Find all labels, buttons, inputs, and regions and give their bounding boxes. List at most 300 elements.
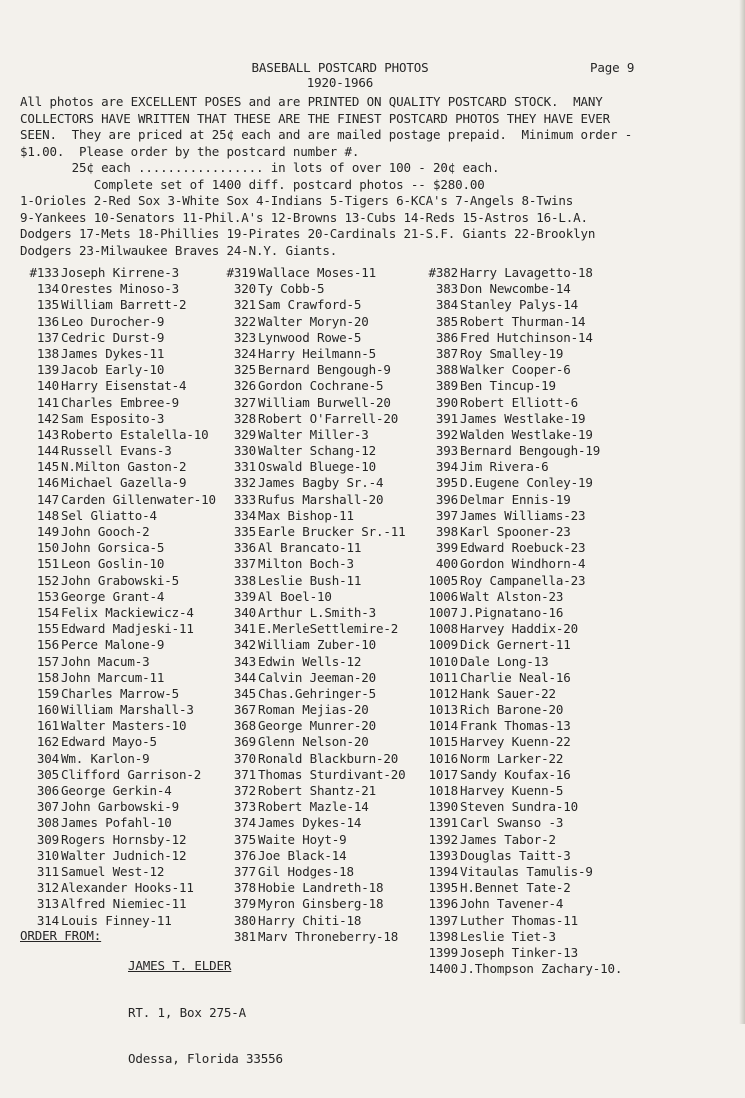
postcard-number: 333 [233,491,256,507]
player-name: William Marshall-3 [61,702,194,718]
list-item [20,718,220,734]
intro-line: COLLECTORS HAVE WRITTEN THAT THESE ARE THE FINEST POSTCARD PHOTOS THEY HAVE EVER [20,110,611,126]
player-name: Ben Tincup-19 [460,378,556,394]
postcard-number: 1009 [428,637,458,653]
postcard-number: 153 [36,588,59,604]
postcard-number: 381 [233,928,256,944]
postcard-number: 1400 [428,961,458,977]
player-name: Bernard Bengough-19 [460,443,601,459]
postcard-number: 400 [435,556,458,572]
postcard-number: 334 [233,507,256,523]
postcard-number: 304 [36,750,59,766]
list-item [217,556,427,572]
postcard-number: 393 [435,443,458,459]
postcard-number: 391 [435,410,458,426]
player-name: Sel Gliatto-4 [61,507,157,523]
player-name: Harry Lavagetto-18 [460,265,593,280]
player-name: Rufus Marshall-20 [258,491,384,507]
list-item [420,314,640,330]
postcard-number: 140 [36,378,59,394]
player-name: Robert Shantz-21 [258,783,377,798]
player-name: Hobie Landreth-18 [258,880,384,896]
list-item [217,281,427,297]
list-item [20,362,220,378]
list-item [20,734,220,750]
postcard-number: 370 [233,750,256,766]
player-name: Roy Campanella-23 [460,572,586,588]
player-name: George Gerkin-4 [61,783,172,798]
list-item [420,718,640,734]
player-name: Sandy Koufax-16 [460,766,571,782]
list-item [217,832,427,848]
list-item [20,589,220,605]
list-item [217,524,427,540]
postcard-number: 156 [36,637,59,653]
list-item [20,475,220,491]
postcard-number: 330 [233,443,256,459]
player-name: Michael Gazella-9 [61,475,187,491]
postcard-number: 1395 [428,880,458,896]
postcard-number: 378 [233,880,256,896]
postcard-number: 388 [435,362,458,378]
player-name: Gordon Cochrane-5 [258,378,384,394]
list-item [420,330,640,346]
player-name: Steven Sundra-10 [460,799,579,815]
player-name: Hank Sauer-22 [460,685,556,701]
postcard-number: 328 [233,410,256,426]
list-item [20,330,220,346]
player-name: Walker Cooper-6 [460,362,571,378]
player-name: Edwin Wells-12 [258,653,362,669]
list-item [420,378,640,394]
postcard-number: 374 [233,815,256,831]
player-name: Walter Moryn-20 [258,313,369,329]
postcard-number: 139 [36,362,59,378]
list-item [217,686,427,702]
postcard-number: 369 [233,734,256,750]
list-item [217,508,427,524]
player-name: Milton Boch-3 [258,556,354,572]
player-name: Edward Roebuck-23 [460,540,586,556]
postcard-number: 386 [435,329,458,345]
postcard-number: 1394 [428,863,458,879]
list-item [420,945,640,961]
order-address [128,928,283,1098]
postcard-number: 147 [36,491,59,507]
player-name: Rogers Hornsby-12 [61,831,187,847]
list-item [20,573,220,589]
player-name: William Burwell-20 [258,394,391,410]
list-item [217,751,427,767]
postcard-number: 148 [36,507,59,523]
postcard-number: 395 [435,475,458,491]
list-item [20,880,220,896]
player-name: Carl Swanso -3 [460,815,564,831]
postcard-number: 141 [36,394,59,410]
player-name: John Grabowski-5 [61,572,180,588]
postcard-number: 138 [36,345,59,361]
player-name: Leon Goslin-10 [61,556,165,572]
list-item [217,637,427,653]
postcard-number: 137 [36,329,59,345]
list-item [420,265,640,281]
player-name: Frank Thomas-13 [460,718,571,734]
player-name: Robert O'Farrell-20 [258,410,399,426]
player-name: Sam Crawford-5 [258,297,362,313]
player-name: Charles Embree-9 [61,394,180,410]
page-title: BASEBALL POSTCARD PHOTOS [251,60,429,75]
postcard-number: 392 [435,426,458,442]
player-name: William Barrett-2 [61,297,187,313]
postcard-number: 367 [233,702,256,718]
list-item [217,427,427,443]
player-name: James Dykes-11 [61,345,165,361]
postcard-number: 385 [435,313,458,329]
list-item [217,896,427,912]
player-name: Joseph Kirrene-3 [61,265,180,280]
player-name: Alfred Niemiec-11 [61,896,187,912]
list-item [420,734,640,750]
postcard-number: 1011 [428,669,458,685]
list-item [420,799,640,815]
postcard-number: 1015 [428,734,458,750]
player-name: Jim Rivera-6 [460,459,549,475]
list-item [20,767,220,783]
list-item [217,783,427,799]
list-item [217,799,427,815]
postcard-number: 331 [233,459,256,475]
list-item [20,621,220,637]
postcard-number: 325 [233,362,256,378]
postcard-number: 159 [36,685,59,701]
list-item [217,378,427,394]
page-binding-edge [739,0,745,1024]
postcard-number: 321 [233,297,256,313]
list-item [420,524,640,540]
list-item [217,492,427,508]
postcard-number: 1398 [428,928,458,944]
list-item [420,880,640,896]
player-name: Oswald Bluege-10 [258,459,377,475]
list-item [420,751,640,767]
list-item [420,443,640,459]
player-name: Thomas Sturdivant-20 [258,766,406,782]
player-column-3 [420,265,640,977]
postcard-number: 308 [36,815,59,831]
postcard-number: 142 [36,410,59,426]
postcard-number: #133 [29,265,59,280]
postcard-number: 396 [435,491,458,507]
postcard-number: 307 [36,799,59,815]
postcard-number: 323 [233,329,256,345]
player-name: J.Thompson Zachary-10. [460,961,623,977]
postcard-number: 372 [233,783,256,798]
list-item [20,524,220,540]
list-item [420,427,640,443]
postcard-number: 1397 [428,912,458,928]
postcard-number: 144 [36,443,59,459]
postcard-number: 143 [36,426,59,442]
postcard-number: 1005 [428,572,458,588]
list-item [20,670,220,686]
postcard-number: 336 [233,540,256,556]
postcard-number: 1018 [428,783,458,798]
list-item [420,702,640,718]
player-name: Roberto Estalella-10 [61,426,209,442]
player-name: Earle Brucker Sr.-11 [258,524,406,539]
intro-line: 9-Yankees 10-Senators 11-Phil.A's 12-Browns 13-Cubs 14-Reds 15-Astros 16-L.A. [20,209,588,225]
intro-text [20,94,680,259]
list-item [217,815,427,831]
intro-line: $1.00. Please order by the postcard number #. [20,143,360,159]
player-name: Charlie Neal-16 [460,669,571,685]
player-name: Karl Spooner-23 [460,524,571,539]
list-item [217,654,427,670]
postcard-number: 398 [435,524,458,539]
postcard-number: 329 [233,426,256,442]
postcard-number: 145 [36,459,59,475]
player-name: Calvin Jeeman-20 [258,669,377,685]
postcard-number: 1008 [428,621,458,637]
postcard-number: 332 [233,475,256,491]
postcard-number: 368 [233,718,256,734]
player-name: James Westlake-19 [460,410,586,426]
list-item [20,346,220,362]
list-item [217,297,427,313]
list-item [20,913,220,929]
intro-line: 1-Orioles 2-Red Sox 3-White Sox 4-Indians 5-Tigers 6-KCA's 7-Angels 8-Twins [20,193,574,208]
order-address-line-2: Odessa, Florida 33556 [128,1051,283,1066]
player-name: Stanley Palys-14 [460,297,579,313]
list-item [217,670,427,686]
player-name: Glenn Nelson-20 [258,734,369,750]
list-item [420,767,640,783]
player-name: Dale Long-13 [460,653,549,669]
list-item [20,702,220,718]
postcard-number: 146 [36,475,59,491]
list-item [20,378,220,394]
postcard-number: 162 [36,734,59,750]
list-item [20,637,220,653]
list-item [420,395,640,411]
player-name: Myron Ginsberg-18 [258,896,384,912]
player-name: Harvey Kuenn-22 [460,734,571,750]
postcard-number: #319 [226,265,256,280]
list-item [420,961,640,977]
postcard-number: 306 [36,783,59,798]
player-name: Ty Cobb-5 [258,281,325,297]
postcard-number: 1017 [428,766,458,782]
player-name: H.Bennet Tate-2 [460,880,571,896]
postcard-number: 394 [435,459,458,475]
list-item [217,346,427,362]
list-item [420,556,640,572]
player-name: Joe Black-14 [258,847,347,863]
player-name: James Williams-23 [460,507,586,523]
list-item [217,330,427,346]
postcard-number: 310 [36,847,59,863]
postcard-number: 380 [233,912,256,928]
player-name: John Gorsica-5 [61,540,165,556]
player-name: Don Newcombe-14 [460,281,571,297]
player-name: Roman Mejias-20 [258,702,369,718]
player-name: Leslie Tiet-3 [460,928,556,944]
player-name: Orestes Minoso-3 [61,281,180,297]
player-name: Walden Westlake-19 [460,426,593,442]
postcard-number: 339 [233,588,256,604]
postcard-number: 340 [233,604,256,620]
postcard-number: 379 [233,896,256,912]
postcard-number: 150 [36,540,59,556]
player-name: John Garbowski-9 [61,799,180,815]
list-item [20,864,220,880]
list-item [20,556,220,572]
postcard-number: 313 [36,896,59,912]
postcard-number: 149 [36,524,59,539]
postcard-number: 314 [36,912,59,928]
player-name: Cedric Durst-9 [61,329,165,345]
postcard-number: 371 [233,766,256,782]
list-item [20,443,220,459]
player-name: Walter Judnich-12 [61,847,187,863]
player-name: Walt Alston-23 [460,588,564,604]
postcard-number: 311 [36,863,59,879]
player-name: Felix Mackiewicz-4 [61,604,194,620]
player-name: Harry Heilmann-5 [258,345,377,361]
list-item [420,913,640,929]
player-name: Rich Barone-20 [460,702,564,718]
player-name: E.MerleSettlemire-2 [258,621,399,637]
player-name: J.Pignatano-16 [460,604,564,620]
list-item [20,654,220,670]
player-name: Russell Evans-3 [61,443,172,459]
postcard-number: 1006 [428,588,458,604]
list-item [420,605,640,621]
player-name: John Gooch-2 [61,524,150,539]
postcard-number: 1391 [428,815,458,831]
postcard-number: 155 [36,621,59,637]
list-item [20,751,220,767]
player-name: Joseph Tinker-13 [460,944,579,960]
postcard-number: 345 [233,685,256,701]
list-item [217,848,427,864]
list-item [217,734,427,750]
player-name: Louis Finney-11 [61,912,172,928]
player-name: Leslie Bush-11 [258,572,362,588]
postcard-number: 341 [233,621,256,637]
postcard-number: 1393 [428,847,458,863]
list-item [217,864,427,880]
postcard-number: 326 [233,378,256,394]
list-item [20,492,220,508]
list-item [420,281,640,297]
postcard-number: 389 [435,378,458,394]
player-name: John Tavener-4 [460,896,564,912]
list-item [20,848,220,864]
postcard-number: 320 [233,281,256,297]
list-item [20,686,220,702]
postcard-number: 399 [435,540,458,556]
player-name: Carden Gillenwater-10 [61,491,216,507]
postcard-number: 1014 [428,718,458,734]
player-name: Norm Larker-22 [460,750,564,766]
postcard-number: 373 [233,799,256,815]
player-name: Walter Schang-12 [258,443,377,459]
postcard-number: 157 [36,653,59,669]
list-item [217,362,427,378]
postcard-number: 335 [233,524,256,539]
player-name: Harry Chiti-18 [258,912,362,928]
list-item [420,573,640,589]
player-name: Roy Smalley-19 [460,345,564,361]
list-item [20,799,220,815]
list-item [420,848,640,864]
list-item [420,654,640,670]
postcard-number: 154 [36,604,59,620]
list-item [420,411,640,427]
player-name: Walter Miller-3 [258,426,369,442]
list-item [217,913,427,929]
postcard-number: 387 [435,345,458,361]
intro-line: All photos are EXCELLENT POSES and are PRINTED ON QUALITY POSTCARD STOCK. MANY [20,94,603,109]
list-item [20,459,220,475]
player-column-2 [217,265,427,945]
order-name: JAMES T. ELDER [128,958,232,973]
postcard-number: 337 [233,556,256,572]
player-column-1 [20,265,220,929]
postcard-number: 312 [36,880,59,896]
list-item [217,767,427,783]
player-name: Max Bishop-11 [258,507,354,523]
player-name: George Munrer-20 [258,718,377,734]
player-name: John Marcum-11 [61,669,165,685]
player-name: Edward Mayo-5 [61,734,157,750]
intro-line: Dodgers 23-Milwaukee Braves 24-N.Y. Giants. [20,242,338,258]
player-name: Sam Esposito-3 [61,410,165,426]
postcard-number: 377 [233,863,256,879]
postcard-number: 384 [435,297,458,313]
player-name: Chas.Gehringer-5 [258,685,377,701]
list-item [217,443,427,459]
player-name: Douglas Taitt-3 [460,847,571,863]
postcard-number: 338 [233,572,256,588]
list-item [217,475,427,491]
player-name: Wallace Moses-11 [258,265,377,280]
list-item [217,265,427,281]
postcard-number: 383 [435,281,458,297]
list-item [420,297,640,313]
list-item [420,508,640,524]
postcard-number: 1399 [428,944,458,960]
postcard-number: 1012 [428,685,458,701]
postcard-number: 397 [435,507,458,523]
postcard-number: 324 [233,345,256,361]
postcard-number: 134 [36,281,59,297]
list-item [20,508,220,524]
intro-line: SEEN. They are priced at 25¢ each and are mailed postage prepaid. Minimum order - [20,127,633,142]
player-name: Harvey Haddix-20 [460,621,579,637]
list-item [217,605,427,621]
postcard-number: 376 [233,847,256,863]
list-item [420,896,640,912]
order-address-line-1: RT. 1, Box 275-A [128,1004,247,1020]
player-name: Robert Elliott-6 [460,394,579,410]
list-item [20,815,220,831]
player-name: Leo Durocher-9 [61,313,165,329]
postcard-number: 136 [36,313,59,329]
player-name: Fred Hutchinson-14 [460,329,593,345]
list-item [420,815,640,831]
